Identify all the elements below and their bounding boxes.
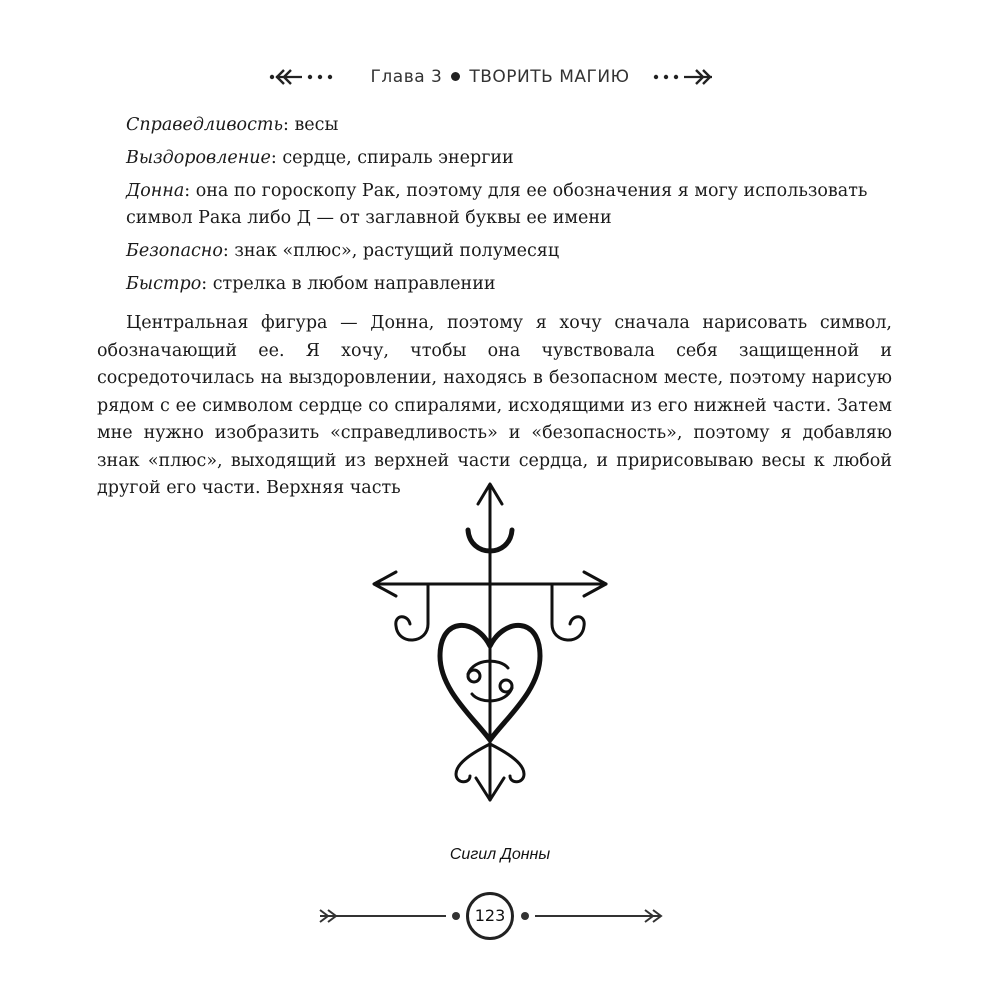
definition-text: : стрелка в любом направлении — [201, 274, 496, 294]
page-number: 123 — [474, 906, 506, 925]
left-arrow-ornament-icon — [268, 66, 338, 88]
definition-term: Справедливость — [126, 115, 283, 135]
running-header — [0, 62, 1000, 92]
definition-term: Быстро — [126, 274, 202, 294]
definition-text: : знак «плюс», растущий полумесяц — [222, 241, 560, 261]
figure-caption: Сигил Донны — [449, 846, 551, 863]
sigil-illustration-icon — [370, 478, 610, 828]
left-footer-ornament-icon — [318, 906, 463, 926]
definitions-list — [126, 112, 896, 304]
bullet-icon — [451, 72, 460, 81]
right-footer-ornament-icon — [518, 906, 663, 926]
chapter-title: ТВОРИТЬ МАГИЮ — [469, 67, 630, 87]
definition-item — [126, 178, 896, 232]
definition-text: : весы — [283, 115, 339, 135]
definition-item — [126, 271, 896, 298]
definition-term: Донна — [126, 181, 185, 201]
definition-item — [126, 112, 896, 139]
definition-text: : она по гороскопу Рак, поэтому для ее обозначения я могу использовать символ Рака либо Д — от заглавной буквы ее имени — [126, 181, 868, 228]
body-paragraph: Центральная фигура — Донна, поэтому я хочу сначала нарисовать символ, обозначающий ее. Я хочу, чтобы она чувствовала себя защищенной и сосредоточилась на выздоровлении, находясь в безопасном месте, поэтому нарисую рядом с ее символом сердце со спиралями, исходящими из его нижней части. Затем мне нужно изобразить «справедливость» и «безопасность», поэтому я добавляю знак «плюс», выходящий из верхней части сердца, и пририсовываю весы к любой другой его части. Верхняя часть — [97, 313, 892, 498]
right-arrow-ornament-icon — [650, 66, 720, 88]
definition-term: Безопасно — [126, 241, 223, 261]
page-footer — [0, 890, 1000, 950]
header-title — [340, 62, 660, 92]
definition-term: Выздоровление — [126, 148, 271, 168]
definition-text: : сердце, спираль энергии — [270, 148, 514, 168]
page-number-badge — [466, 892, 514, 940]
definition-item — [126, 145, 896, 172]
chapter-label: Глава 3 — [370, 67, 443, 87]
definition-item — [126, 238, 896, 265]
